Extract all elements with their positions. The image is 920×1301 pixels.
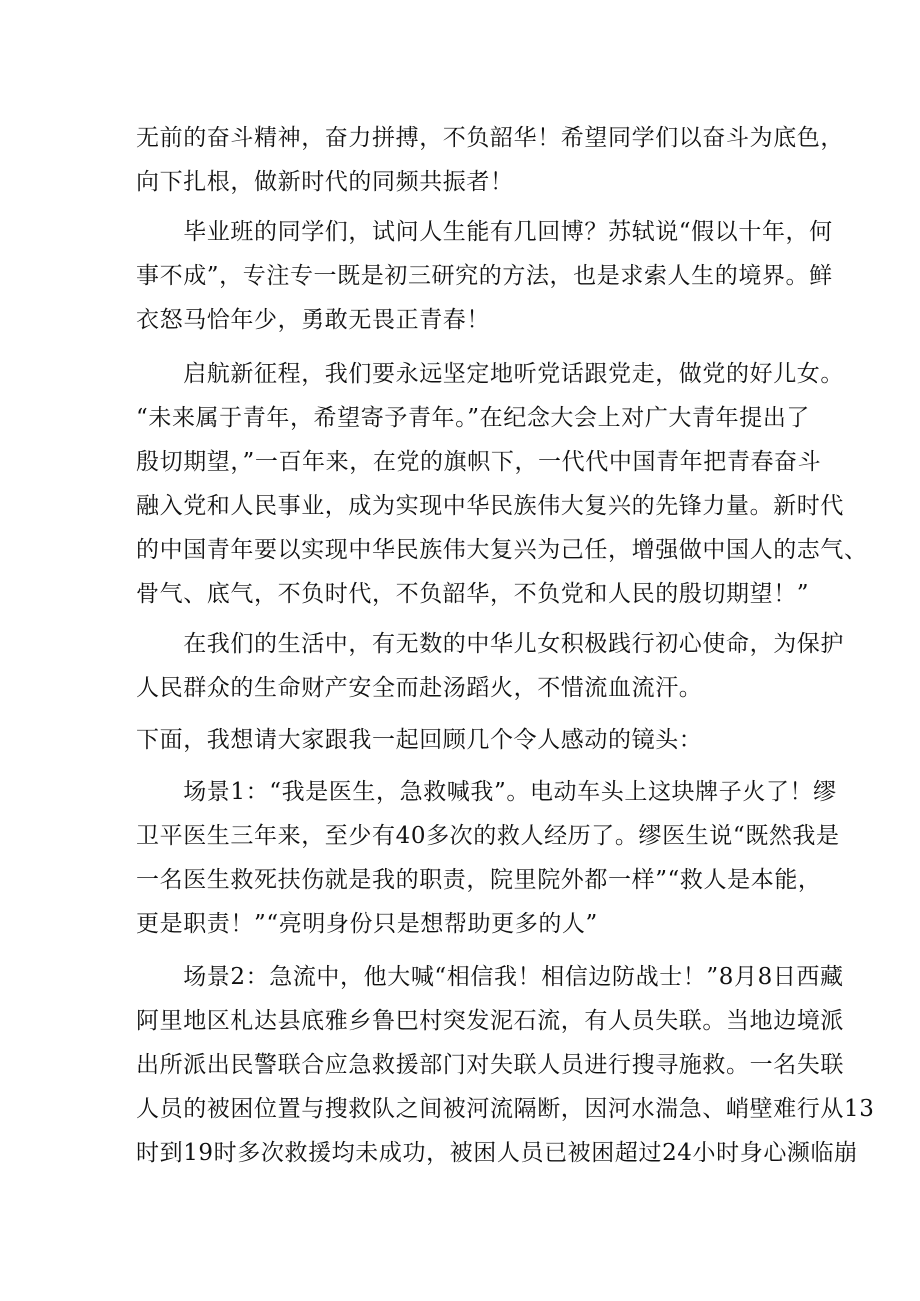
text-line: 的中国青年要以实现中华民族伟大复兴为己任，增强做中国人的志气、 — [136, 537, 868, 563]
text-line: 事不成”，专注专一既是初三研究的方法，也是求索人生的境界。鲜 — [136, 263, 833, 289]
text-line: 时到19时多次救援均未成功，被困人员已被困超过24小时身心濒临崩 — [136, 1140, 858, 1166]
text-line: 殷切期望，”一百年来，在党的旗帜下，一代代中国青年把青春奋斗 — [136, 449, 822, 475]
paragraph — [136, 770, 840, 946]
text-line: 下面，我想请大家跟我一起回顾几个令人感动的镜头： — [136, 727, 703, 753]
text-line: 人员的被困位置与搜救队之间被河流隔断，因河水湍急、峭壁难行从13 — [136, 1096, 875, 1122]
text-line: 启航新征程，我们要永远坚定地听党话跟党走，做党的好儿女。 — [136, 361, 844, 387]
text-line: “未来属于青年，希望寄予青年。”在纪念大会上对广大青年提出了 — [136, 405, 811, 431]
text-line: 向下扎根，做新时代的同频共振者！ — [136, 169, 514, 195]
paragraph — [136, 955, 875, 1175]
text-line: 场景1：“我是医生，急救喊我”。电动车头上这块牌子火了！缪 — [136, 779, 837, 805]
text-line: 出所派出民警联合应急救援部门对失联人员进行搜寻施救。一名失联 — [136, 1052, 844, 1078]
paragraph — [136, 116, 844, 204]
paragraph — [136, 210, 833, 342]
paragraph — [136, 352, 868, 616]
text-line: 一名医生救死扶伤就是我的职责，院里院外都一样”“救人是本能， — [136, 867, 822, 893]
text-line: 更是职责！”“亮明身份只是想帮助更多的人” — [136, 911, 598, 937]
text-line: 融入党和人民事业，成为实现中华民族伟大复兴的先锋力量。新时代 — [136, 493, 844, 519]
text-line: 在我们的生活中，有无数的中华儿女积极践行初心使命，为保护 — [136, 631, 844, 657]
paragraph — [136, 622, 844, 710]
paragraph — [136, 718, 796, 762]
text-line: 无前的奋斗精神，奋力拼搏，不负韶华！希望同学们以奋斗为底色， — [136, 125, 844, 151]
text-line: 场景2：急流中，他大喊“相信我！相信边防战士！”8月8日西藏 — [136, 964, 844, 990]
text-line: 卫平医生三年来，至少有40多次的救人经历了。缪医生说“既然我是 — [136, 823, 840, 849]
text-line: 阿里地区札达县底雅乡鲁巴村突发泥石流，有人员失联。当地边境派 — [136, 1008, 844, 1034]
text-line: 人民群众的生命财产安全而赴汤蹈火，不惜流血流汗。 — [136, 675, 703, 701]
text-line: 衣怒马恰年少，勇敢无畏正青春！ — [136, 307, 490, 333]
text-line: 毕业班的同学们，试问人生能有几回博？苏轼说“假以十年，何 — [136, 219, 833, 245]
text-line: 骨气、底气，不负时代，不负韶华，不负党和人民的殷切期望！” — [136, 581, 810, 607]
